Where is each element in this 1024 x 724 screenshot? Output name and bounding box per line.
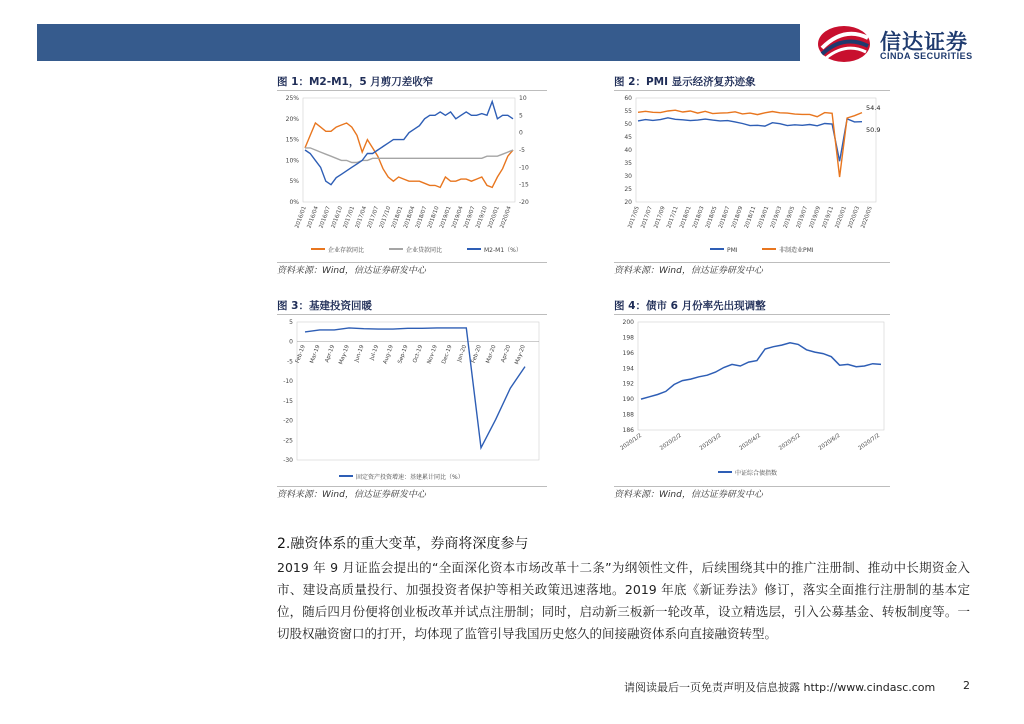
chart4-xtick-2: 2020/3/2 [698, 432, 723, 452]
brand-name-cn: 信达证券 [880, 30, 968, 54]
chart4-plot-frame [638, 322, 884, 430]
chart1-xtick-3: 2016/10 [330, 205, 345, 230]
chart4-xtick-4: 2020/5/2 [778, 432, 802, 452]
chart3-ytick-5: -20 [283, 417, 293, 425]
chart3-xtick-3: May-19 [338, 344, 351, 366]
chart4-ytick-3: 194 [622, 365, 634, 373]
chart4-ytick-7: 186 [622, 427, 634, 434]
chart3-xtick-4: Jun-19 [353, 344, 366, 363]
chart2-xtick-12: 2019/05 [782, 205, 797, 230]
chart2-ytick-0: 60 [624, 95, 632, 102]
chart1-right-ytick-0: 10 [519, 95, 527, 102]
chart4-legend-label-0: 中证综合债指数 [735, 470, 778, 477]
figure-2-separator [614, 90, 890, 91]
chart3-ytick-2: -5 [287, 358, 293, 366]
figure-2-source: 资料来源：Wind，信达证券研发中心 [614, 266, 763, 276]
chart3-xtick-8: Oct-19 [412, 344, 425, 364]
chart1-right-ytick-6: -20 [519, 199, 529, 206]
chart4-ytick-0: 200 [622, 319, 634, 326]
chart4-series-0 [641, 343, 881, 399]
chart3-xtick-10: Dec-19 [441, 344, 454, 365]
chart3-ytick-0: 5 [289, 319, 293, 326]
chart3-xtick-13: Mar-20 [485, 344, 498, 365]
chart2-ytick-3: 45 [624, 134, 632, 141]
chart1-left-ytick-5: 0% [289, 199, 299, 206]
chart2-xtick-2: 2017/09 [653, 205, 667, 230]
chart2-xtick-11: 2019/03 [769, 205, 784, 230]
chart3-xtick-5: Jul-19 [369, 344, 381, 362]
chart2-xtick-5: 2018/03 [692, 205, 706, 230]
chart3-xtick-14: Apr-20 [500, 344, 513, 364]
chart3-xtick-7: Sep-19 [397, 344, 410, 365]
chart2-xtick-16: 2020/01 [834, 205, 848, 230]
chart1-right-ytick-2: 0 [519, 129, 523, 137]
chart1-xtick-5: 2017/04 [354, 205, 369, 230]
chart2-xtick-4: 2018/01 [679, 205, 693, 230]
chart2-xtick-13: 2019/07 [795, 205, 810, 230]
chart2-legend-label-0: PMI [727, 247, 738, 254]
chart3-ytick-6: -25 [283, 437, 293, 445]
chart1-xtick-7: 2017/10 [378, 205, 393, 230]
chart2-series-0 [638, 118, 862, 161]
chart3-plot-frame [294, 322, 539, 460]
chart1-right-ytick-4: -10 [519, 164, 529, 172]
chart1-left-ytick-2: 15% [285, 136, 299, 144]
chart1-xtick-4: 2017/01 [342, 205, 357, 230]
chart1-xtick-11: 2018/10 [427, 205, 441, 230]
chart2-xtick-8: 2018/09 [730, 205, 745, 230]
chart1-series-2 [305, 102, 513, 185]
chart1-legend-label-2: M2-M1（%） [484, 247, 522, 254]
header-bar [37, 24, 800, 61]
chart2-xtick-15: 2019/11 [821, 205, 836, 230]
figure-4-title: 图 4：债市 6 月份率先出现调整 [614, 300, 766, 312]
chart2-ytick-8: 20 [624, 199, 632, 206]
chart1-xtick-1: 2016/04 [306, 205, 320, 230]
chart3-ytick-7: -30 [283, 457, 293, 464]
chart3-xtick-12: Feb-20 [470, 344, 483, 365]
chart1-xtick-12: 2019/01 [439, 205, 453, 230]
chart2-series-1 [638, 110, 862, 177]
chart3-ytick-3: -10 [283, 378, 293, 386]
chart3-xtick-9: Nov-19 [426, 344, 439, 365]
chart2-xtick-7: 2018/07 [718, 205, 732, 230]
chart4-xtick-0: 2020/1/2 [619, 432, 644, 452]
chart1-xtick-16: 2020/01 [487, 205, 501, 230]
chart2-annotation-0: 54.4 [866, 104, 881, 112]
chart2-ytick-6: 30 [624, 173, 632, 180]
chart4-ytick-4: 192 [622, 380, 634, 388]
chart2-xtick-1: 2017/07 [640, 205, 654, 230]
chart1-right-ytick-1: 5 [519, 112, 523, 120]
chart4-xtick-1: 2020/2/2 [659, 432, 683, 452]
chart4-xtick-5: 2020/6/2 [817, 432, 842, 452]
chart3-xtick-11: Jan-20 [456, 344, 469, 363]
chart1-xtick-17: 2020/04 [499, 205, 513, 230]
chart3-ytick-1: 0 [289, 338, 293, 346]
chart1-left-ytick-1: 20% [285, 115, 299, 123]
chart1-xtick-14: 2019/07 [463, 205, 477, 230]
chart3-xtick-2: Apr-19 [324, 344, 337, 364]
figure-1-source: 资料来源：Wind，信达证券研发中心 [277, 266, 426, 276]
chart2-ytick-5: 35 [624, 160, 632, 167]
chart1-right-ytick-3: -5 [519, 147, 525, 154]
page-number: 2 [963, 679, 970, 692]
chart2-xtick-3: 2017/11 [666, 205, 680, 230]
chart1-left-ytick-4: 5% [289, 178, 299, 186]
chart1-left-ytick-0: 25% [285, 95, 299, 102]
figure-4-separator [614, 314, 890, 315]
chart1-xtick-8: 2018/01 [390, 205, 405, 230]
chart1-series-1 [305, 148, 513, 163]
chart2-xtick-14: 2019/09 [808, 205, 823, 230]
chart1-right-ytick-5: -15 [519, 181, 529, 189]
section-title: 2.融资体系的重大变革，券商将深度参与 [277, 536, 529, 552]
chart4-ytick-5: 190 [622, 396, 634, 404]
chart1-xtick-2: 2016/07 [318, 205, 332, 230]
section-paragraph: 2019 年 9 月证监会提出的“全面深化资本市场改革十二条”为纲领性文件，后续围绕其中的推广注册制、推动中长期资金入市、建设高质量投行、加强投资者保护等相关政策迅速落地。2019 年底《新证券法》修订，落实全面推行注册制的基本定位，随后四月份便将创业板改革并试点注册制；同时，启动新三板新一轮改革，设立精选层，引入公募基金、转板制度等。一切股权融资窗口的打开，均体现了监管引导我国历史悠久的间接融资体系向直接融资转型。 [277, 560, 970, 641]
chart3-xtick-1: Mar-19 [309, 344, 322, 365]
chart2-ytick-1: 55 [624, 108, 632, 115]
chart-infrastructure [277, 316, 547, 486]
chart2-xtick-0: 2017/05 [627, 205, 641, 230]
chart3-xtick-6: Aug-19 [382, 344, 395, 365]
chart3-ytick-4: -15 [283, 397, 293, 405]
chart1-xtick-15: 2019/10 [475, 205, 489, 230]
figure-3-title: 图 3：基建投资回暖 [277, 300, 372, 312]
chart2-ytick-7: 25 [624, 186, 632, 193]
chart4-ytick-2: 196 [622, 349, 634, 357]
chart-pmi [614, 92, 890, 260]
chart2-legend-label-1: 非制造业PMI [779, 247, 814, 254]
figure-4-source: 资料来源：Wind，信达证券研发中心 [614, 490, 763, 500]
chart1-xtick-0: 2016/01 [294, 205, 308, 230]
brand-name-en: CINDA SECURITIES [880, 51, 973, 61]
figure-1-separator [277, 90, 547, 91]
figure-1-title: 图 1：M2-M1，5 月剪刀差收窄 [277, 76, 434, 88]
chart1-legend-label-1: 企业贷款同比 [406, 247, 443, 254]
chart-m2-m1 [277, 92, 547, 260]
chart2-xtick-6: 2018/05 [705, 205, 719, 230]
chart2-xtick-17: 2020/03 [847, 205, 861, 230]
chart2-xtick-10: 2019/01 [756, 205, 771, 230]
chart1-legend-label-0: 企业存款同比 [328, 247, 365, 254]
chart2-xtick-9: 2018/11 [743, 205, 758, 230]
chart4-xtick-6: 2020/7/2 [857, 432, 882, 452]
chart2-ytick-4: 40 [624, 147, 632, 154]
chart3-xtick-0: Feb-19 [294, 344, 307, 365]
chart2-ytick-2: 50 [624, 121, 632, 128]
footer-disclaimer: 请阅读最后一页免责声明及信息披露 http://www.cindasc.com [624, 681, 936, 694]
chart2-xtick-18: 2020/05 [860, 205, 874, 230]
chart-bond-index [614, 316, 890, 486]
chart1-xtick-13: 2019/04 [451, 205, 465, 230]
chart2-annotation-1: 50.9 [866, 126, 881, 134]
chart1-xtick-9: 2018/04 [402, 205, 417, 230]
chart4-ytick-6: 188 [622, 411, 634, 419]
chart1-xtick-6: 2017/07 [366, 205, 381, 230]
chart4-xtick-3: 2020/4/2 [738, 432, 763, 452]
chart3-xtick-15: May-20 [514, 344, 527, 366]
figure-2-title: 图 2：PMI 显示经济复苏迹象 [614, 76, 756, 88]
figure-3-separator [277, 314, 547, 315]
chart3-legend-label-0: 固定资产投资增速：基建累计同比（%） [356, 474, 464, 481]
chart1-xtick-10: 2018/07 [415, 205, 429, 230]
figure-3-source: 资料来源：Wind，信达证券研发中心 [277, 490, 426, 500]
chart1-left-ytick-3: 10% [285, 157, 299, 165]
chart4-ytick-1: 198 [622, 334, 634, 342]
